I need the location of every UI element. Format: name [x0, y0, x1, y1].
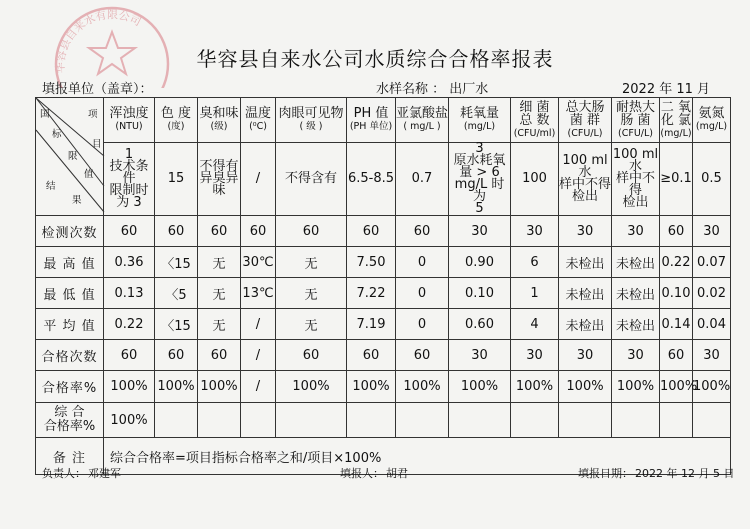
value-cell: 60	[396, 216, 449, 247]
value-cell: /	[241, 371, 276, 403]
value-cell: 0	[396, 247, 449, 278]
value-cell: 60	[276, 340, 347, 371]
value-cell: 60	[155, 216, 198, 247]
col-header: 浑浊度 (NTU)	[104, 98, 155, 143]
table-row	[36, 371, 731, 403]
col-header: PH 值 (PH 单位)	[347, 98, 396, 143]
limit-cell: 15	[155, 143, 198, 216]
limit-cell: ≥0.1	[660, 143, 693, 216]
col-header: 细 菌 总 数 (CFU/ml)	[511, 98, 559, 143]
value-cell: 1	[511, 278, 559, 309]
value-cell: 7.50	[347, 247, 396, 278]
limit-cell: 0.5	[693, 143, 731, 216]
value-cell: 60	[660, 340, 693, 371]
col-header: 色 度 (度)	[155, 98, 198, 143]
value-cell: 4	[511, 309, 559, 340]
value-cell: 30	[612, 216, 660, 247]
empty-cell	[449, 403, 511, 438]
value-cell: 0.22	[660, 247, 693, 278]
value-cell: 0.22	[104, 309, 155, 340]
value-cell: 7.22	[347, 278, 396, 309]
value-cell: 30	[693, 340, 731, 371]
empty-cell	[693, 403, 731, 438]
value-cell: 60	[104, 216, 155, 247]
limit-cell: 0.7	[396, 143, 449, 216]
sample-name-value: 出厂水	[449, 82, 489, 97]
value-cell: 〈15	[155, 309, 198, 340]
value-cell: 60	[396, 340, 449, 371]
value-cell: 30℃	[241, 247, 276, 278]
value-cell: 未检出	[559, 278, 612, 309]
sample-name-label: 水样名称 ：	[376, 82, 446, 97]
value-cell: 〈15	[155, 247, 198, 278]
col-header: 耐热大 肠 菌 (CFU/L)	[612, 98, 660, 143]
value-cell: 0.13	[104, 278, 155, 309]
value-cell: 60	[347, 340, 396, 371]
value-cell: 无	[276, 278, 347, 309]
composite-value: 100%	[104, 403, 155, 438]
table-row	[36, 309, 731, 340]
row-label: 合格次数	[36, 340, 104, 371]
value-cell: 无	[276, 309, 347, 340]
row-label: 平 均 值	[36, 309, 104, 340]
value-cell: 0.02	[693, 278, 731, 309]
value-cell: 30	[511, 216, 559, 247]
value-cell: 30	[559, 340, 612, 371]
filler	[340, 465, 408, 481]
value-cell: 〈5	[155, 278, 198, 309]
limit-cell: 100	[511, 143, 559, 216]
composite-label-2: 合格率%	[43, 419, 96, 434]
composite-label	[36, 403, 104, 438]
value-cell: 30	[559, 216, 612, 247]
value-cell: 0.04	[693, 309, 731, 340]
report-month: 2022 年 11 月	[622, 82, 711, 97]
value-cell: 100%	[612, 371, 660, 403]
value-cell: 0	[396, 278, 449, 309]
col-header: 肉眼可见物 ( 级 )	[276, 98, 347, 143]
value-cell: 6	[511, 247, 559, 278]
empty-cell	[511, 403, 559, 438]
value-cell: 未检出	[559, 309, 612, 340]
filler-name: 胡君	[386, 467, 408, 480]
value-cell: 30	[693, 216, 731, 247]
value-cell: 60	[104, 340, 155, 371]
value-cell: 30	[449, 340, 511, 371]
corner-limit: 限	[68, 151, 78, 162]
col-header: 总大肠 菌 群 (CFU/L)	[559, 98, 612, 143]
filling-unit-label: 填报单位（盖章）：	[42, 82, 153, 97]
value-cell: 0.10	[660, 278, 693, 309]
limit-cell: 不得有 异臭异 味	[198, 143, 241, 216]
value-cell: 100%	[396, 371, 449, 403]
value-cell: 0.07	[693, 247, 731, 278]
table-row	[36, 216, 731, 247]
limit-cell: 100 ml 水 样中不得 检出	[559, 143, 612, 216]
value-cell: 100%	[559, 371, 612, 403]
value-cell: 100%	[276, 371, 347, 403]
corner-standard: 标	[52, 129, 62, 140]
fill-date-value: 2022 年 12 月 5 日	[635, 467, 735, 480]
value-cell: 0.10	[449, 278, 511, 309]
value-cell: 0	[396, 309, 449, 340]
fill-date	[578, 465, 734, 481]
limit-cell: 6.5-8.5	[347, 143, 396, 216]
table-row	[36, 340, 731, 371]
value-cell: /	[241, 309, 276, 340]
value-cell: 30	[612, 340, 660, 371]
header-row	[36, 98, 731, 143]
empty-cell	[559, 403, 612, 438]
value-cell: 60	[155, 340, 198, 371]
value-cell: 60	[660, 216, 693, 247]
value-cell: 100%	[347, 371, 396, 403]
value-cell: 100%	[155, 371, 198, 403]
value-cell: 7.19	[347, 309, 396, 340]
notes-label: 备 注	[36, 438, 104, 475]
empty-cell	[276, 403, 347, 438]
empty-cell	[612, 403, 660, 438]
notes-text: 综合合格率=项目指标合格率之和/项目×100%	[104, 438, 731, 475]
report-title: 华容县自来水公司水质综合合格率报表	[196, 47, 554, 71]
value-cell: 13℃	[241, 278, 276, 309]
composite-row	[36, 403, 731, 438]
value-cell: /	[241, 340, 276, 371]
composite-label-1: 综 合	[54, 405, 85, 420]
value-cell: 60	[276, 216, 347, 247]
value-cell: 0.60	[449, 309, 511, 340]
value-cell: 60	[347, 216, 396, 247]
quality-table	[35, 97, 731, 475]
manager-label: 负责人：	[42, 467, 86, 480]
value-cell: 100%	[449, 371, 511, 403]
corner-nation: 国	[40, 109, 50, 120]
value-cell: 100%	[693, 371, 731, 403]
table-row	[36, 278, 731, 309]
corner-item: 项	[88, 109, 98, 120]
value-cell: 未检出	[612, 247, 660, 278]
corner-cell	[36, 98, 104, 216]
value-cell: 30	[449, 216, 511, 247]
value-cell: 无	[198, 278, 241, 309]
sample-name	[376, 78, 488, 97]
value-cell: 0.14	[660, 309, 693, 340]
manager	[42, 465, 121, 481]
value-cell: 无	[198, 247, 241, 278]
limit-cell: /	[241, 143, 276, 216]
value-cell: 100%	[104, 371, 155, 403]
fill-date-label: 填报日期：	[578, 467, 633, 480]
seal-text: 华容县自来水有限公司	[53, 8, 144, 74]
col-header: 臭和味 (级)	[198, 98, 241, 143]
filler-label: 填报人：	[340, 467, 384, 480]
value-cell: 0.36	[104, 247, 155, 278]
value-cell: 60	[198, 216, 241, 247]
value-cell: 60	[241, 216, 276, 247]
empty-cell	[241, 403, 276, 438]
value-cell: 无	[276, 247, 347, 278]
col-header: 温度 (⁰C)	[241, 98, 276, 143]
value-cell: 无	[198, 309, 241, 340]
corner-result2: 果	[72, 195, 82, 206]
manager-name: 邓建军	[88, 467, 121, 480]
limit-cell: 不得含有	[276, 143, 347, 216]
value-cell: 60	[198, 340, 241, 371]
row-label: 检测次数	[36, 216, 104, 247]
limit-cell: 1 技术条件 限制时为 3	[104, 143, 155, 216]
empty-cell	[660, 403, 693, 438]
empty-cell	[347, 403, 396, 438]
value-cell: 100%	[511, 371, 559, 403]
row-label: 合格率%	[36, 371, 104, 403]
col-header: 亚氯酸盐 ( mg/L )	[396, 98, 449, 143]
corner-value: 值	[84, 169, 94, 180]
empty-cell	[198, 403, 241, 438]
corner-item2: 目	[92, 139, 102, 150]
empty-cell	[155, 403, 198, 438]
limits-row	[36, 143, 731, 216]
value-cell: 未检出	[612, 309, 660, 340]
empty-cell	[396, 403, 449, 438]
row-label: 最 低 值	[36, 278, 104, 309]
value-cell: 未检出	[612, 278, 660, 309]
value-cell: 0.90	[449, 247, 511, 278]
value-cell: 30	[511, 340, 559, 371]
value-cell: 100%	[198, 371, 241, 403]
col-header: 氨氮 (mg/L)	[693, 98, 731, 143]
table-row	[36, 247, 731, 278]
row-label: 最 高 值	[36, 247, 104, 278]
value-cell: 未检出	[559, 247, 612, 278]
col-header: 二 氧 化 氯 (mg/L)	[660, 98, 693, 143]
value-cell: 100%	[660, 371, 693, 403]
limit-cell: 3 原水耗氧 量 > 6 mg/L 时为 5	[449, 143, 511, 216]
corner-result: 结	[46, 181, 56, 192]
limit-cell: 100 ml 水 样中不得 检出	[612, 143, 660, 216]
col-header: 耗氧量 (mg/L)	[449, 98, 511, 143]
